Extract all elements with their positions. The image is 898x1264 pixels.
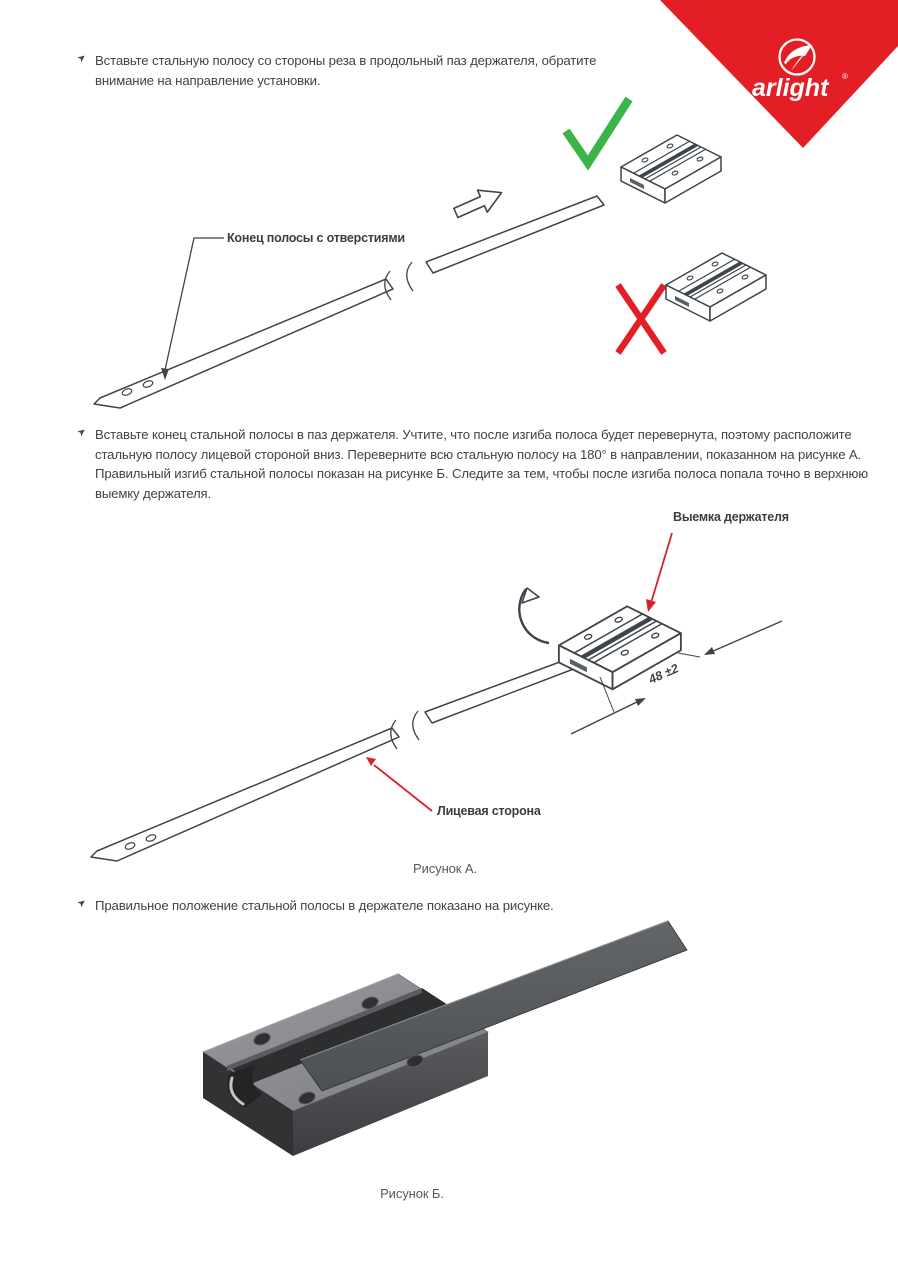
face-side-label: Лицевая сторона (437, 804, 541, 818)
step-3-text: Правильное положение стальной полосы в держателе показано на рисунке. (95, 898, 554, 913)
face-side-leader-arrow (366, 757, 432, 811)
figure-b-render (170, 913, 755, 1191)
direction-arrow-icon (451, 182, 506, 224)
green-check-icon (566, 99, 629, 163)
holder-drawing-correct (621, 135, 721, 203)
arrow-bullet-icon: ➤ (75, 425, 89, 440)
steel-strip-drawing (91, 656, 584, 861)
figure-a-drawing (80, 505, 898, 883)
strip-end-label: Конец полосы с отверстиями (227, 231, 405, 245)
figure-b-caption: Рисунок Б. (380, 1186, 444, 1201)
notch-leader-arrow (646, 533, 672, 612)
break-mark-right (407, 262, 413, 291)
rotate-180-arrow-icon (519, 588, 549, 643)
logo-wordmark: arlight (752, 74, 829, 102)
step-1-text: Вставьте стальную полосу со стороны реза в продольный паз держателя, обратите внимание на направление установки. (95, 53, 597, 88)
break-mark-right (413, 711, 419, 740)
red-cross-icon (618, 285, 664, 353)
dimension-value: 48 ±2 (646, 661, 681, 687)
step-2 (75, 425, 878, 503)
logo-registered-mark: ® (842, 72, 848, 81)
figure-1-drawing (80, 85, 792, 417)
arrow-bullet-icon: ➤ (75, 896, 89, 911)
step-2-text: Вставьте конец стальной полосы в паз держателя. Учтите, что после изгиба полоса будет перевернута, поэтому расположите стальную полосу лицевой стороной вниз. Переверните всю стальную полосу на 180° в направлении, показанном на рисунке А. Правильный изгиб стальной полосы показан на рисунке Б. Следите за тем, чтобы после изгиба полоса попала точно в верхнюю выемку держателя. (95, 427, 869, 501)
holder-drawing-wrong (666, 253, 766, 321)
arrow-bullet-icon: ➤ (75, 51, 89, 66)
figure-a-caption: Рисунок А. (413, 861, 477, 876)
steel-strip-drawing (94, 196, 604, 408)
notch-label: Выемка держателя (673, 510, 789, 524)
